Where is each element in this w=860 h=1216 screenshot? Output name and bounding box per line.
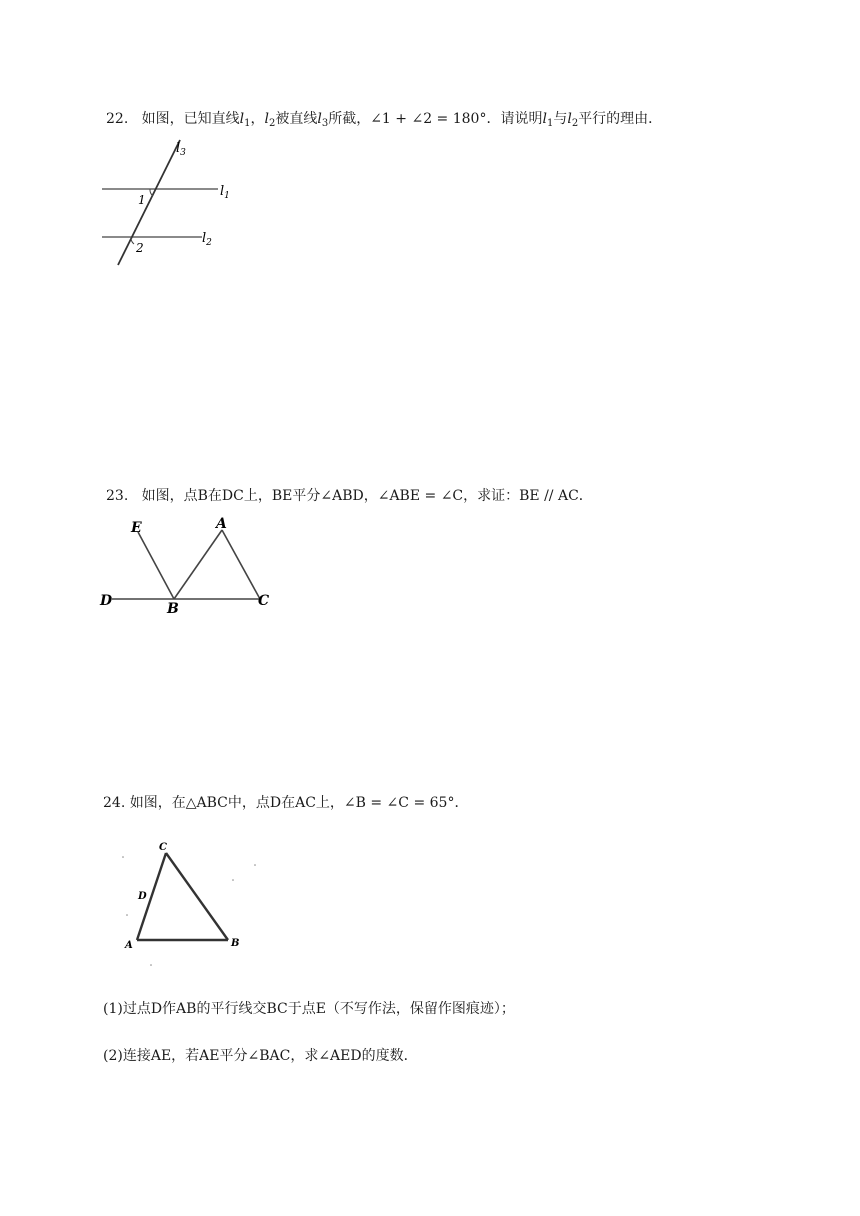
segment-BE [138, 532, 174, 599]
point-D-label: D [100, 593, 113, 609]
figure-24-triangle [115, 835, 275, 975]
segment-CB [166, 853, 228, 940]
question-number: 22. [106, 111, 129, 127]
segment-AC [222, 530, 260, 599]
line-l3-transversal [118, 140, 180, 265]
point-B-label: B [167, 601, 179, 617]
question-number: 24. [103, 795, 126, 811]
angle-arc-2 [131, 237, 134, 244]
label-l3: $l_3$ [176, 141, 186, 158]
question-23-text: 23. 如图，点B在DC上，BE平分∠ABD，∠ABE = ∠C，求证：BE // AC． [106, 488, 593, 504]
point-E-label: E [131, 520, 142, 536]
angle-arc-1 [150, 189, 153, 196]
question-24-text: 24. 如图，在△ABC中，点D在AC上，∠B = ∠C = 65°． [103, 795, 469, 811]
point-C-label: C [159, 842, 167, 853]
point-A-label: A [125, 940, 133, 951]
question-number: 23. [106, 488, 129, 504]
label-l2: $l_2$ [202, 231, 212, 248]
point-D-label: D [138, 891, 147, 902]
question-22-text: 22. 如图，已知直线$l_1$，$l_2$被直线$l_3$所截，∠1 + ∠2 = 180°．请说明$l_1$与$l_2$平行的理由． [106, 111, 663, 129]
figure-23-triangle [100, 518, 280, 618]
point-B-label: B [231, 938, 240, 949]
point-C-label: C [258, 593, 270, 609]
segment-BA [174, 530, 222, 599]
angle-label-1: 1 [138, 193, 146, 207]
angle-label-2: 2 [136, 241, 144, 255]
figure-22-parallel-lines [100, 138, 240, 268]
point-A-label: A [216, 516, 227, 532]
label-l1: $l_1$ [220, 184, 230, 201]
question-24-part-2: (2)连接AE，若AE平分∠BAC，求∠AED的度数． [103, 1048, 418, 1064]
question-24-part-1: (1)过点D作AB的平行线交BC于点E（不写作法，保留作图痕迹）； [103, 1001, 515, 1017]
